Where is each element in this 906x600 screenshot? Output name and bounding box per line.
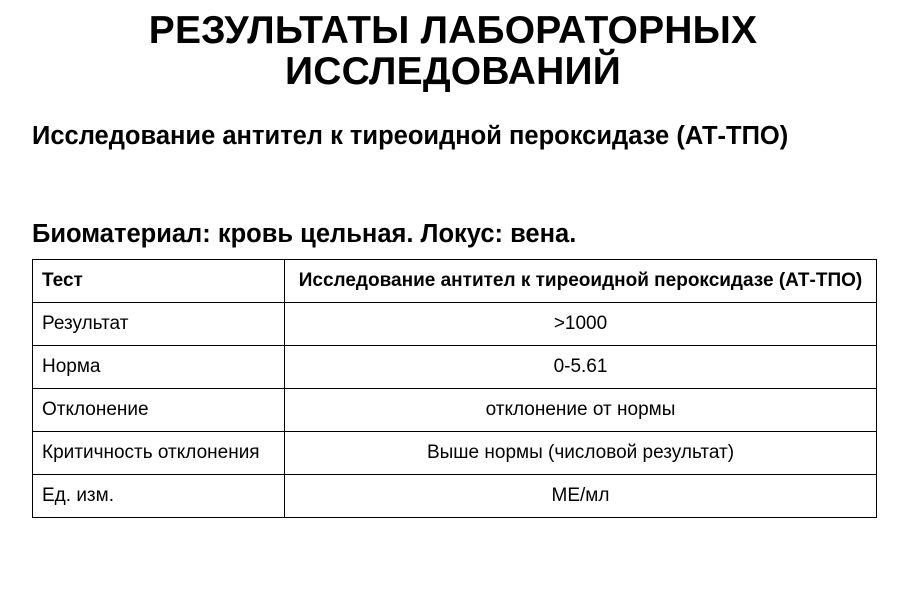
header-label-cell: Тест — [33, 260, 285, 303]
header-value-cell: Исследование антител к тиреоидной пероксидазе (АТ-ТПО) — [285, 260, 877, 303]
row-label-result: Результат — [33, 303, 285, 346]
row-label-criticality: Критичность отклонения — [33, 432, 285, 475]
row-label-norm: Норма — [33, 346, 285, 389]
page-title-line-1: РЕЗУЛЬТАТЫ ЛАБОРАТОРНЫХ — [148, 9, 758, 52]
test-subtitle: Исследование антител к тиреоидной пероксидазе (АТ-ТПО) — [32, 122, 789, 150]
page-title-line-2: ИССЛЕДОВАНИЙ — [285, 50, 621, 93]
row-value-result: >1000 — [285, 303, 877, 346]
results-table — [32, 259, 877, 518]
table-row-units — [33, 475, 877, 518]
table-row-result — [33, 303, 877, 346]
row-value-deviation: отклонение от нормы — [285, 389, 877, 432]
row-value-criticality: Выше нормы (числовой результат) — [285, 432, 877, 475]
row-value-units: МЕ/мл — [285, 475, 877, 518]
row-value-norm: 0-5.61 — [285, 346, 877, 389]
page-title — [0, 10, 906, 92]
table-row-norm — [33, 346, 877, 389]
row-label-deviation: Отклонение — [33, 389, 285, 432]
row-label-units: Ед. изм. — [33, 475, 285, 518]
table-row-criticality — [33, 432, 877, 475]
table-row-deviation — [33, 389, 877, 432]
biomaterial-line: Биоматериал: кровь цельная. Локус: вена. — [32, 220, 577, 248]
table-header-row — [33, 260, 877, 303]
